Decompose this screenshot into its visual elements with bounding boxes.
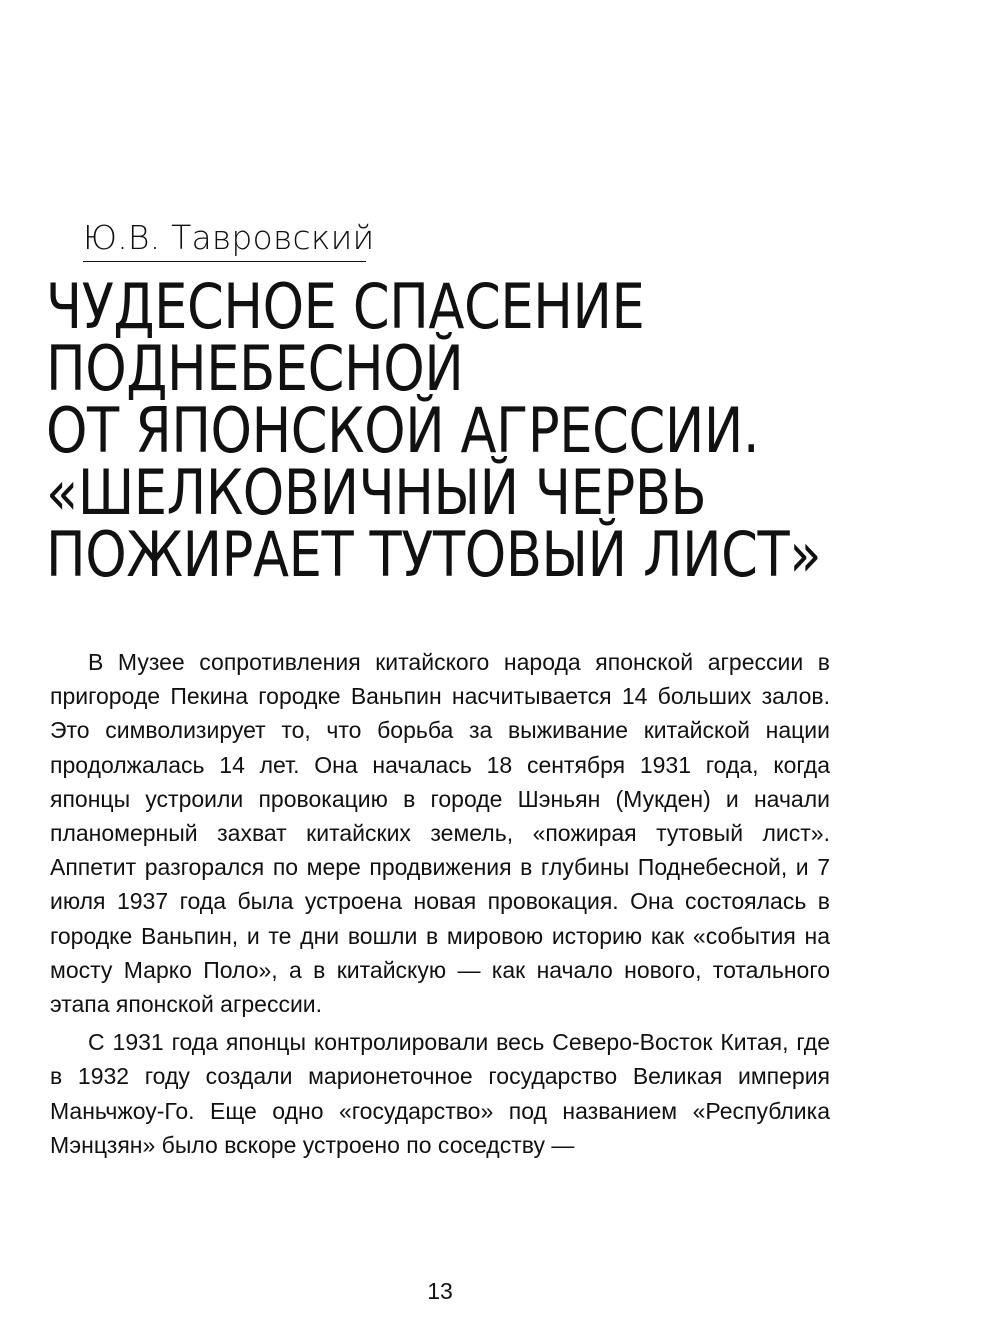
body-paragraph: С 1931 года японцы контролировали весь Северо-Восток Китая, где в 1932 году создали марионеточное государство Великая империя Маньчжоу-Го. Еще одно «государство» под названием «Республика Мэнцзян» было вскоре устроено по соседству — — [50, 1029, 830, 1158]
title-line: ОТ ЯПОНСКОЙ АГРЕССИИ. — [46, 394, 760, 467]
author-name: Ю.В. Тавровский — [83, 218, 375, 257]
title-line: ЧУДЕСНОЕ СПАСЕНИЕ — [46, 270, 645, 343]
article-body — [50, 645, 830, 1166]
title-line: «ШЕЛКОВИЧНЫЙ ЧЕРВЬ — [46, 456, 707, 529]
page-number: 13 — [427, 1278, 453, 1304]
body-paragraph: В Музее сопротивления китайского народа японской агрессии в пригороде Пекина городке Ваньпин насчитывается 14 больших залов. Это символизирует то, что борьба за выживание китайской нации продолжалась 14 лет. Она началась 18 сентября 1931 года, когда японцы устроили провокацию в городе Шэньян (Мукден) и начали планомерный захват китайских земель, «пожирая тутовый лист». Аппетит разгорался по мере продвижения в глубины Поднебесной, и 7 июля 1937 года была устроена новая провокация. Она состоялась в городке Ваньпин, и те дни вошли в мировою историю как «события на мосту Марко Поло», а в китайскую — как начало нового, тотального этапа японской агрессии. — [50, 649, 830, 1018]
author-underline — [83, 261, 366, 262]
article-title — [46, 270, 822, 591]
title-line: ПОДНЕБЕСНОЙ — [46, 332, 464, 405]
title-line: ПОЖИРАЕТ ТУТОВЫЙ ЛИСТ» — [46, 518, 822, 591]
